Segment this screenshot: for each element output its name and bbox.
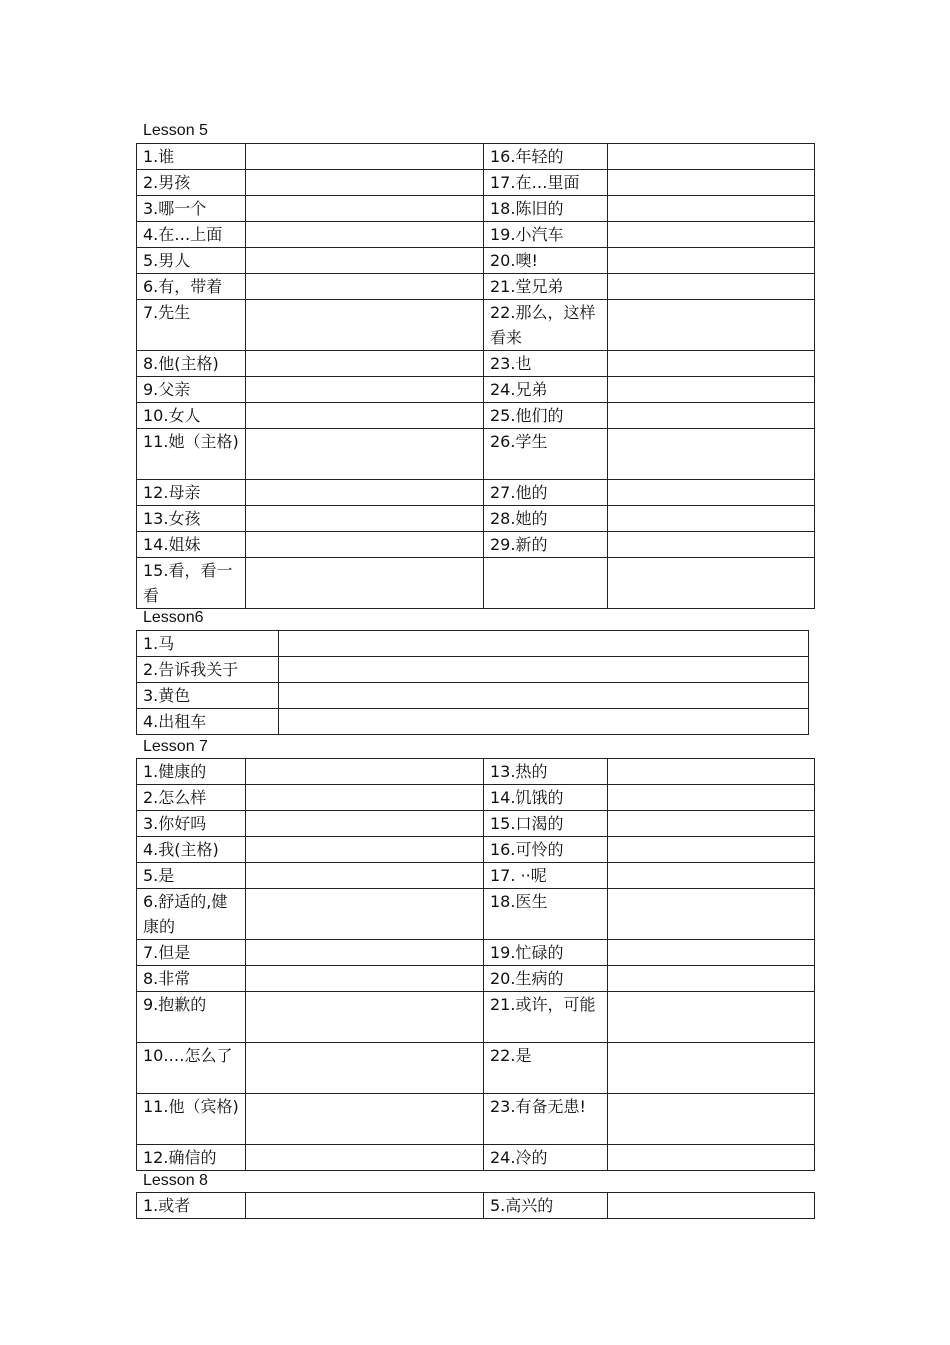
term-cell: 15.口渴的 (484, 811, 608, 837)
answer-blank[interactable] (608, 863, 815, 889)
table-row (137, 429, 815, 480)
answer-blank[interactable] (246, 274, 484, 300)
answer-blank[interactable] (246, 811, 484, 837)
answer-blank[interactable] (246, 429, 484, 480)
term-cell: 8.他(主格) (137, 351, 246, 377)
lesson-7-table (136, 758, 815, 1171)
table-row (137, 480, 815, 506)
table-row (137, 274, 815, 300)
answer-blank[interactable] (608, 837, 815, 863)
answer-blank[interactable] (608, 811, 815, 837)
answer-blank[interactable] (608, 1043, 815, 1094)
term-cell: 14.姐妹 (137, 532, 246, 558)
answer-blank[interactable] (246, 558, 484, 609)
table-row (137, 377, 815, 403)
term-cell: 5.男人 (137, 248, 246, 274)
answer-blank[interactable] (608, 403, 815, 429)
answer-blank[interactable] (608, 532, 815, 558)
table-row (137, 1094, 815, 1145)
answer-blank[interactable] (246, 300, 484, 351)
table-row (137, 170, 815, 196)
answer-blank[interactable] (608, 196, 815, 222)
lesson-5-table (136, 143, 815, 609)
term-cell: 20.生病的 (484, 966, 608, 992)
lesson-6-table (136, 630, 809, 735)
term-cell: 18.陈旧的 (484, 196, 608, 222)
term-cell: 15.看，看一看 (137, 558, 246, 609)
table-row (137, 300, 815, 351)
table-row (137, 631, 809, 657)
answer-blank[interactable] (608, 248, 815, 274)
term-cell: 1.或者 (137, 1193, 246, 1219)
lesson-7-title: Lesson 7 (143, 738, 208, 755)
answer-blank[interactable] (246, 532, 484, 558)
answer-blank[interactable] (608, 1145, 815, 1171)
term-cell: 23.有备无患! (484, 1094, 608, 1145)
answer-blank[interactable] (246, 992, 484, 1043)
term-cell: 3.哪一个 (137, 196, 246, 222)
answer-blank[interactable] (608, 300, 815, 351)
answer-blank[interactable] (608, 785, 815, 811)
lesson-6-title: Lesson6 (143, 609, 204, 626)
term-cell: 9.抱歉的 (137, 992, 246, 1043)
table-row (137, 1193, 815, 1219)
term-cell: 3.黄色 (137, 683, 279, 709)
term-cell: 9.父亲 (137, 377, 246, 403)
lesson-8-title: Lesson 8 (143, 1172, 208, 1189)
answer-blank[interactable] (246, 863, 484, 889)
table-row (137, 709, 809, 735)
answer-blank[interactable] (608, 1094, 815, 1145)
answer-blank[interactable] (246, 1094, 484, 1145)
term-cell: 7.但是 (137, 940, 246, 966)
lesson-5-title: Lesson 5 (143, 122, 208, 139)
table-row (137, 837, 815, 863)
answer-blank[interactable] (608, 222, 815, 248)
answer-blank[interactable] (608, 506, 815, 532)
term-cell: 20.噢! (484, 248, 608, 274)
answer-blank[interactable] (246, 966, 484, 992)
term-cell: 6.舒适的,健康的 (137, 889, 246, 940)
term-cell: 21.堂兄弟 (484, 274, 608, 300)
answer-blank[interactable] (246, 196, 484, 222)
term-cell: 7.先生 (137, 300, 246, 351)
table-row (137, 683, 809, 709)
term-cell: 17.在…里面 (484, 170, 608, 196)
answer-blank[interactable] (608, 966, 815, 992)
answer-blank[interactable] (246, 889, 484, 940)
answer-blank[interactable] (279, 709, 809, 735)
term-cell: 18.医生 (484, 889, 608, 940)
answer-blank[interactable] (608, 429, 815, 480)
term-cell: 1.马 (137, 631, 279, 657)
term-cell: 11.他（宾格) (137, 1094, 246, 1145)
lesson-8-table (136, 1192, 815, 1219)
table-row (137, 811, 815, 837)
table-row (137, 940, 815, 966)
answer-blank[interactable] (246, 144, 484, 170)
answer-blank[interactable] (246, 248, 484, 274)
table-row (137, 1145, 815, 1171)
table-row (137, 889, 815, 940)
term-cell: 4.在…上面 (137, 222, 246, 248)
table-row (137, 759, 815, 785)
term-cell: 3.你好吗 (137, 811, 246, 837)
term-cell: 5.高兴的 (484, 1193, 608, 1219)
table-row (137, 248, 815, 274)
term-cell: 2.男孩 (137, 170, 246, 196)
table-row (137, 785, 815, 811)
term-cell: 19.忙碌的 (484, 940, 608, 966)
table-row (137, 196, 815, 222)
answer-blank[interactable] (608, 889, 815, 940)
table-row (137, 506, 815, 532)
term-cell (484, 558, 608, 609)
term-cell: 13.女孩 (137, 506, 246, 532)
table-row (137, 144, 815, 170)
term-cell: 12.母亲 (137, 480, 246, 506)
term-cell: 13.热的 (484, 759, 608, 785)
answer-blank[interactable] (246, 785, 484, 811)
answer-blank[interactable] (246, 351, 484, 377)
term-cell: 23.也 (484, 351, 608, 377)
answer-blank[interactable] (279, 631, 809, 657)
answer-blank[interactable] (608, 1193, 815, 1219)
answer-blank[interactable] (246, 170, 484, 196)
term-cell: 25.他们的 (484, 403, 608, 429)
answer-blank[interactable] (246, 1043, 484, 1094)
term-cell: 1.谁 (137, 144, 246, 170)
term-cell: 16.年轻的 (484, 144, 608, 170)
answer-blank[interactable] (246, 403, 484, 429)
table-row (137, 532, 815, 558)
table-row (137, 403, 815, 429)
term-cell: 4.出租车 (137, 709, 279, 735)
term-cell: 4.我(主格) (137, 837, 246, 863)
answer-blank[interactable] (608, 144, 815, 170)
term-cell: 24.冷的 (484, 1145, 608, 1171)
table-row (137, 1043, 815, 1094)
term-cell: 24.兄弟 (484, 377, 608, 403)
answer-blank[interactable] (608, 170, 815, 196)
term-cell: 10.女人 (137, 403, 246, 429)
table-row (137, 351, 815, 377)
term-cell: 22.是 (484, 1043, 608, 1094)
term-cell: 17. ··呢 (484, 863, 608, 889)
table-row (137, 558, 815, 609)
table-row (137, 657, 809, 683)
term-cell: 27.他的 (484, 480, 608, 506)
term-cell: 21.或许，可能 (484, 992, 608, 1043)
term-cell: 5.是 (137, 863, 246, 889)
answer-blank[interactable] (246, 837, 484, 863)
table-row (137, 863, 815, 889)
answer-blank[interactable] (246, 759, 484, 785)
term-cell: 29.新的 (484, 532, 608, 558)
term-cell: 12.确信的 (137, 1145, 246, 1171)
answer-blank[interactable] (608, 351, 815, 377)
term-cell: 10.…怎么了 (137, 1043, 246, 1094)
term-cell: 2.告诉我关于 (137, 657, 279, 683)
term-cell: 14.饥饿的 (484, 785, 608, 811)
answer-blank[interactable] (608, 480, 815, 506)
answer-blank[interactable] (608, 558, 815, 609)
answer-blank[interactable] (246, 940, 484, 966)
table-row (137, 966, 815, 992)
answer-blank[interactable] (279, 683, 809, 709)
answer-blank[interactable] (246, 222, 484, 248)
term-cell: 1.健康的 (137, 759, 246, 785)
answer-blank[interactable] (246, 377, 484, 403)
term-cell: 11.她（主格) (137, 429, 246, 480)
answer-blank[interactable] (246, 1193, 484, 1219)
answer-blank[interactable] (246, 1145, 484, 1171)
answer-blank[interactable] (608, 759, 815, 785)
term-cell: 16.可怜的 (484, 837, 608, 863)
term-cell: 6.有，带着 (137, 274, 246, 300)
answer-blank[interactable] (608, 274, 815, 300)
table-row (137, 222, 815, 248)
term-cell: 19.小汽车 (484, 222, 608, 248)
answer-blank[interactable] (246, 480, 484, 506)
answer-blank[interactable] (246, 506, 484, 532)
answer-blank[interactable] (279, 657, 809, 683)
term-cell: 2.怎么样 (137, 785, 246, 811)
answer-blank[interactable] (608, 992, 815, 1043)
answer-blank[interactable] (608, 940, 815, 966)
term-cell: 28.她的 (484, 506, 608, 532)
term-cell: 22.那么，这样看来 (484, 300, 608, 351)
table-row (137, 992, 815, 1043)
term-cell: 8.非常 (137, 966, 246, 992)
term-cell: 26.学生 (484, 429, 608, 480)
answer-blank[interactable] (608, 377, 815, 403)
